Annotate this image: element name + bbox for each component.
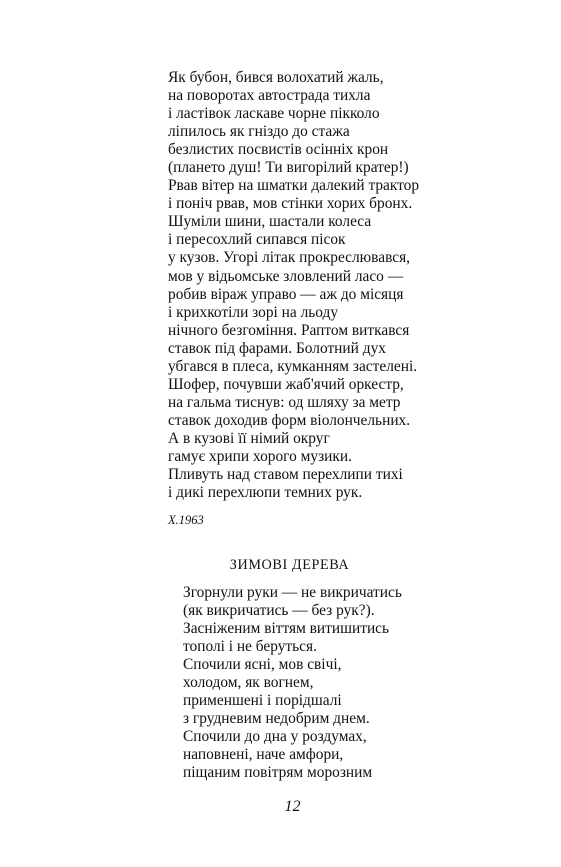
poem-line: тополі і не беруться. (183, 638, 317, 656)
poem-line: з грудневим недобрим днем. (183, 710, 370, 728)
poem-line: мов у відьомське зловлений ласо — (168, 267, 404, 285)
poem-line: і ластівок ласкаве чорне пікколо (168, 105, 380, 123)
page-number: 12 (284, 798, 301, 815)
poem-line: (плането душ! Ти вигорілий кратер!) (168, 159, 409, 177)
poem-line: (як викричатись — без рук?). (183, 602, 375, 620)
poem-line: убгався в плеса, кумканням застелені. (168, 357, 418, 375)
poem-line: і пересохлий сипався пісок (168, 231, 346, 249)
poem-line: Спочили ясні, мов свічі, (183, 656, 342, 674)
poem-line: безлистих посвистів осінніх крон (168, 141, 389, 159)
poem-2-title: ЗИМОВІ ДЕРЕВА (229, 557, 350, 573)
poem-line: і крихкотіли зорі на льоду (168, 303, 339, 321)
poem-line: А в кузові її німий округ (168, 429, 330, 447)
poem-line: у кузов. Угорі літак прокреслювався, (168, 249, 411, 267)
poem-line: Як бубон, бився волохатий жаль, (168, 69, 384, 86)
poem-line: на гальма тиснув: од шляху за метр (168, 393, 401, 411)
poem-line: на поворотах автострада тихла (168, 87, 371, 105)
poem-line: і дикі перехлюпи темних рук. (168, 484, 363, 502)
poem-line: холодом, як вогнем, (183, 674, 314, 692)
poem-line: применшені і порідшалі (183, 692, 342, 710)
poem-line: і поніч рвав, мов стінки хорих бронх. (168, 195, 413, 213)
poem-line: нічного безгоміння. Раптом виткався (168, 321, 410, 339)
poem-line: ставок під фарами. Болотний дух (168, 339, 386, 357)
poem-1-text (168, 69, 548, 502)
poem-line: ставок доходив форм віолончельних. (168, 411, 411, 429)
poem-line: гамує хрипи хорого музики. (168, 447, 352, 465)
poem-line: робив віраж управо — аж до місяця (168, 285, 404, 303)
poem-line: Пливуть над ставом перехлипи тихі (168, 466, 403, 484)
poem-line: ліпилось як гніздо до стажа (168, 123, 350, 141)
poem-1-date: X.1963 (168, 513, 204, 527)
poem-line: Шофер, почувши жаб'ячий оркестр, (168, 375, 404, 393)
poem-2-text (183, 584, 543, 783)
poem-line: Засніженим віттям витишитись (183, 620, 390, 638)
poem-line: Спочили до дна у роздумах, (183, 728, 367, 746)
poem-line: Згорнули руки — не викричатись (183, 584, 402, 601)
poem-line: Рвав вітер на шматки далекий трактор (168, 177, 420, 195)
poem-line: Шуміли шини, шастали колеса (168, 213, 372, 231)
poem-line: піщаним повітрям морозним (183, 764, 373, 782)
poem-line: наповнені, наче амфори, (183, 746, 344, 764)
